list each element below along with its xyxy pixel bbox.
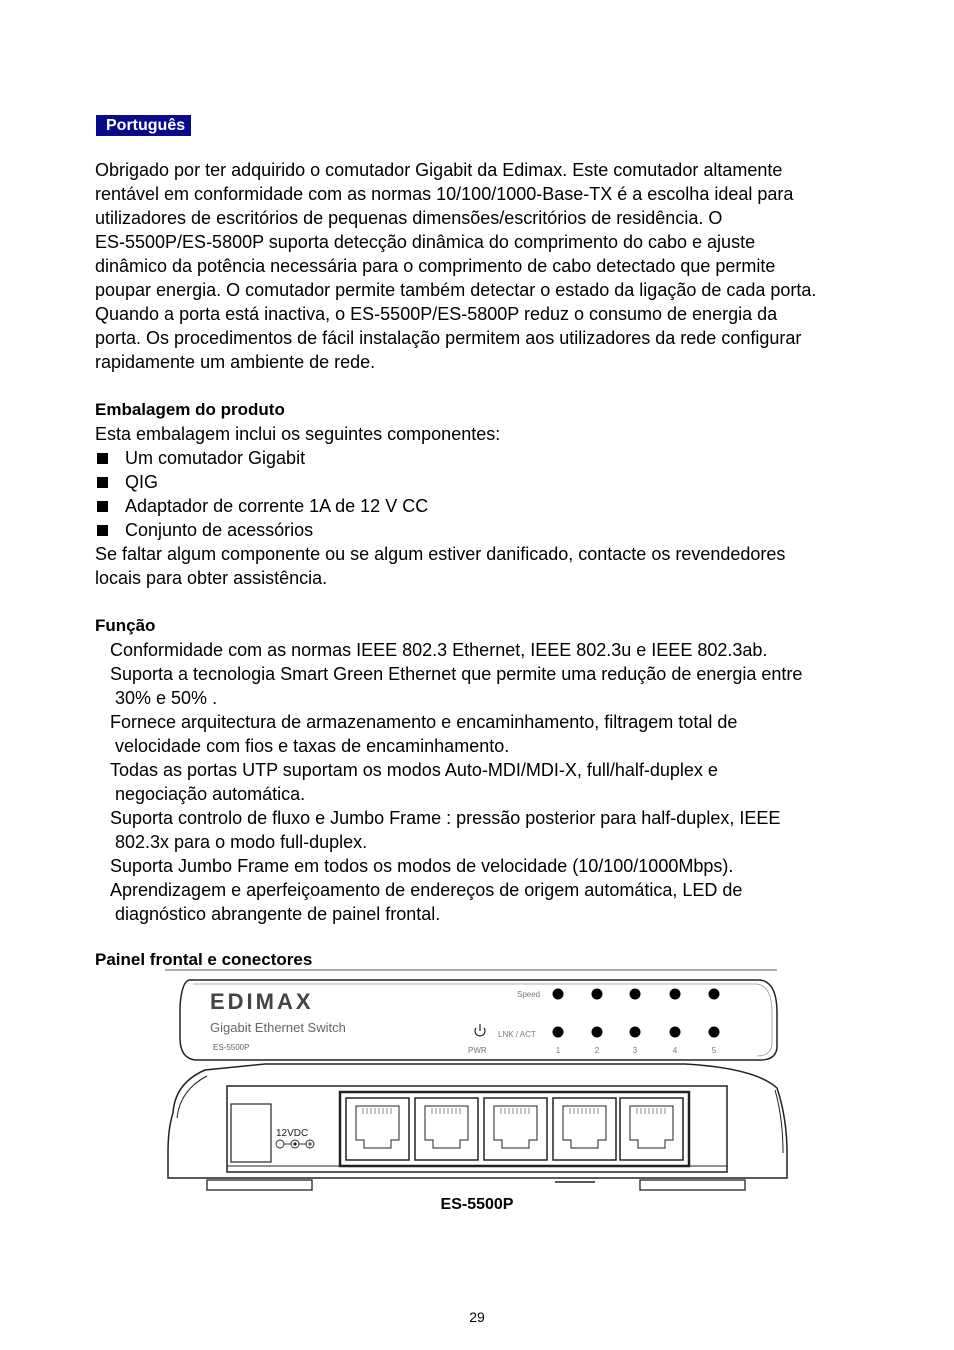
intro-line: ES-5500P/ES-5800P suporta detecção dinâmica do comprimento do cabo e ajuste [95,232,756,252]
lnk-act-label: LNK / ACT [498,1030,536,1039]
bullet-square-icon [97,525,108,536]
rj45-port-5 [620,1098,683,1160]
intro-line: utilizadores de escritórios de pequenas dimensões/escritórios de residência. O [95,208,723,228]
intro-line: porta. Os procedimentos de fácil instalação permitem aos utilizadores da rede configurar [95,328,802,348]
function-line: negociação automática. [115,784,306,804]
intro-line: dinâmico da potência necessária para o comprimento de cabo detectado que permite [95,256,776,276]
right-foot [640,1180,745,1190]
panel-heading: Painel frontal e conectores [95,950,313,969]
speed-label: Speed [517,990,541,999]
package-list-item [95,494,785,518]
package-list-item [95,470,785,494]
port-number-label: 2 [594,1046,600,1055]
function-line: 802.3x para o modo full-duplex. [115,832,368,852]
package-list-item [95,518,785,542]
function-line: diagnóstico abrangente de painel frontal. [115,904,441,924]
speed-led-4 [670,989,681,1000]
package-item-text: Conjunto de acessórios [125,520,314,540]
left-foot [207,1180,312,1190]
port-number-label: 3 [632,1046,638,1055]
bullet-square-icon [97,501,108,512]
rj45-port-4 [553,1098,616,1160]
package-item-text: Um comutador Gigabit [125,448,306,468]
rj45-port-2 [415,1098,478,1160]
intro-paragraph [95,158,875,374]
intro-line: rapidamente um ambiente de rede. [95,352,376,372]
speed-led-2 [592,989,603,1000]
package-section [95,398,785,590]
rj45-port-3 [484,1098,547,1160]
package-list [95,446,785,542]
rj45-ports [346,1098,683,1160]
link-led-4 [670,1027,681,1038]
figure-caption-text: ES-5500P [440,1196,514,1213]
intro-line: Quando a porta está inactiva, o ES-5500P/ES-5800P reduz o consumo de energia da [95,304,778,324]
intro-line: poupar energia. O comutador permite também detectar o estado da ligação de cada porta. [95,280,817,300]
function-line: Suporta controlo de fluxo e Jumbo Frame : pressão posterior para half-duplex, IEEE [110,808,781,828]
dc-jack-housing [231,1104,271,1162]
package-note [95,542,785,590]
port-number-label: 4 [672,1046,678,1055]
switch-front-panel-illustration [165,968,790,1198]
intro-line: Obrigado por ter adquirido o comutador Gigabit da Edimax. Este comutador altamente [95,160,783,180]
function-section [95,614,802,926]
pwr-label: PWR [468,1046,487,1055]
function-line: Fornece arquitectura de armazenamento e encaminhamento, filtragem total de [110,712,738,732]
function-line: Suporta a tecnologia Smart Green Ethernet que permite uma redução de energia entre [110,664,803,684]
bullet-square-icon [97,453,108,464]
link-led-5 [709,1027,720,1038]
package-item-text: QIG [125,472,159,492]
function-line: 30% e 50% . [115,688,218,708]
language-badge: Português [96,115,191,136]
function-list [95,638,802,926]
package-note-line: Se faltar algum componente ou se algum estiver danificado, contacte os revendedores [95,544,786,564]
package-note-line: locais para obter assistência. [95,568,328,588]
dc-input-label: 12VDC [276,1128,309,1139]
link-led-1 [553,1027,564,1038]
page-number: 29 [469,1309,485,1325]
speed-led-5 [709,989,720,1000]
package-heading: Embalagem do produto [95,400,285,419]
speed-led-1 [553,989,564,1000]
bullet-square-icon [97,477,108,488]
figure-caption [0,1196,954,1214]
rj45-port-1 [346,1098,409,1160]
intro-line: rentável em conformidade com as normas 10/100/1000-Base-TX é a escolha ideal para [95,184,794,204]
function-heading: Função [95,616,156,635]
function-line: Aprendizagem e aperfeiçoamento de endereços de origem automática, LED de [110,880,743,900]
port-number-label: 5 [711,1046,717,1055]
package-list-item [95,446,785,470]
link-led-2 [592,1027,603,1038]
package-item-text: Adaptador de corrente 1A de 12 V CC [125,496,429,516]
product-name-label: Gigabit Ethernet Switch [210,1020,346,1035]
model-small-label: ES-5500P [213,1043,250,1052]
package-lead: Esta embalagem inclui os seguintes componentes: [95,424,501,444]
port-number-label: 1 [555,1046,561,1055]
edimax-logo: EDIMAX [210,989,314,1014]
link-led-3 [630,1027,641,1038]
function-line: Todas as portas UTP suportam os modos Auto-MDI/MDI-X, full/half-duplex e [110,760,718,780]
function-line: Suporta Jumbo Frame em todos os modos de velocidade (10/100/1000Mbps). [110,856,734,876]
function-line: Conformidade com as normas IEEE 802.3 Ethernet, IEEE 802.3u e IEEE 802.3ab. [110,640,768,660]
speed-led-3 [630,989,641,1000]
function-line: velocidade com fios e taxas de encaminhamento. [115,736,510,756]
